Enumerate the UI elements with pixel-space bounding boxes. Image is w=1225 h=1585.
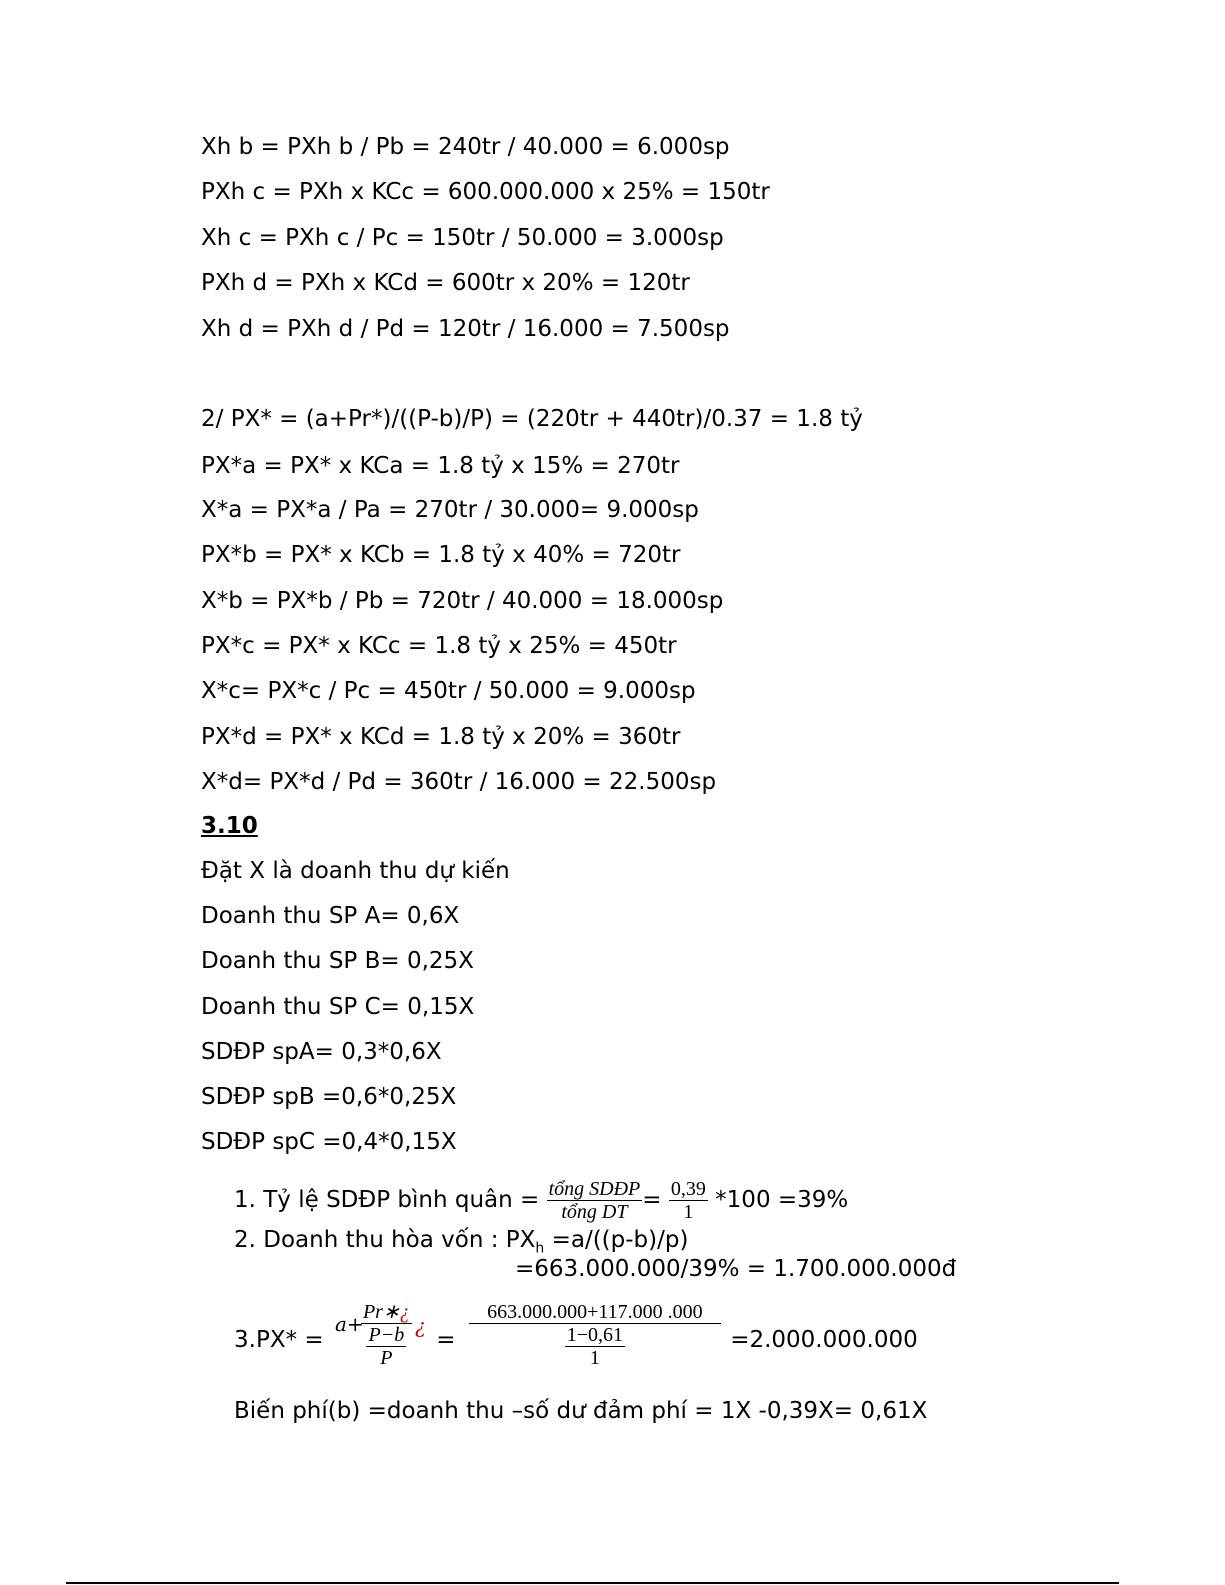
calc-line-xhc: Xh c = PXh c / Pc = 150tr / 50.000 = 3.000sp xyxy=(201,225,724,251)
formula-a-plus-pr-over-cm xyxy=(331,1299,429,1383)
fraction-denominator xyxy=(361,1324,412,1369)
fraction-pr-over-cm-ratio xyxy=(361,1301,412,1369)
calc-line-pxhc: PXh c = PXh x KCc = 600.000.000 x 25% = 150tr xyxy=(201,179,770,205)
item-1-result: *100 =39% xyxy=(715,1187,849,1213)
calc-line-xb: X*b = PX*b / Pb = 720tr / 40.000 = 18.000sp xyxy=(201,588,724,614)
fraction-denominator: tổng DT xyxy=(561,1201,628,1223)
text-line-revenue-c: Doanh thu SP C= 0,15X xyxy=(201,994,475,1020)
item-2-result: =663.000.000/39% = 1.700.000.000đ xyxy=(515,1256,957,1282)
fraction-ratio-value xyxy=(669,1178,708,1223)
text-line-define-x: Đặt X là doanh thu dự kiến xyxy=(201,858,510,884)
text-line-sddp-b: SDĐP spB =0,6*0,25X xyxy=(201,1084,457,1110)
variable-cost-line: Biến phí(b) =doanh thu –số dư đảm phí = 1X -0,39X= 0,61X xyxy=(234,1398,928,1424)
item-1-prefix: 1. Tỷ lệ SDĐP bình quân = xyxy=(234,1187,540,1213)
calc-line-xd: X*d= PX*d / Pd = 360tr / 16.000 = 22.500sp xyxy=(201,769,717,795)
calc-line-pxd: PX*d = PX* x KCd = 1.8 tỷ x 20% = 360tr xyxy=(201,724,681,750)
fraction-denominator: 1 xyxy=(683,1201,694,1223)
item-3-result: =2.000.000.000 xyxy=(730,1327,918,1353)
mark-symbol: ¿ xyxy=(399,1300,410,1323)
calc-line-xa: X*a = PX*a / Pa = 270tr / 30.000= 9.000sp xyxy=(201,497,699,523)
text-line-sddp-a: SDĐP spA= 0,3*0,6X xyxy=(201,1039,442,1065)
fraction-p-minus-b-over-p xyxy=(366,1324,406,1369)
numerator-pr-star: Pr∗ xyxy=(362,1300,400,1323)
calc-line-pxa: PX*a = PX* x KCa = 1.8 tỷ x 15% = 270tr xyxy=(201,453,680,479)
text-line-revenue-a: Doanh thu SP A= 0,6X xyxy=(201,903,460,929)
fraction-total-sddp-over-total-dt xyxy=(547,1178,643,1223)
fraction-denominator xyxy=(469,1324,721,1369)
fraction-numerator: tổng SDĐP xyxy=(548,1178,641,1200)
page-bottom-rule xyxy=(66,1582,1119,1584)
fraction-numerator: 1−0,61 xyxy=(566,1323,624,1346)
item-2-formula: =a/((p-b)/p) xyxy=(551,1227,689,1253)
fraction-numeric xyxy=(469,1301,721,1369)
fraction-numerator xyxy=(361,1301,412,1324)
subscript-h: h xyxy=(535,1240,545,1257)
calc-line-pxb: PX*b = PX* x KCb = 1.8 tỷ x 40% = 720tr xyxy=(201,542,681,568)
fraction-denominator: 1 xyxy=(589,1346,600,1369)
item-2-prefix: 2. Doanh thu hòa vốn : PX xyxy=(234,1227,536,1253)
formula-numeric-substitution xyxy=(469,1299,721,1383)
item-1-average-ratio xyxy=(234,1176,848,1224)
fraction-numerator: 0,39 xyxy=(670,1178,706,1200)
equals-sign: = xyxy=(642,1187,662,1213)
calc-line-xc: X*c= PX*c / Pc = 450tr / 50.000 = 9.000sp xyxy=(201,678,696,704)
fraction-one-minus-ratio xyxy=(565,1324,625,1369)
fraction-numerator: P−b xyxy=(368,1323,405,1346)
calc-line-pxc: PX*c = PX* x KCc = 1.8 tỷ x 25% = 450tr xyxy=(201,633,677,659)
fraction-numerator: 663.000.000+117.000 .000 xyxy=(469,1301,721,1324)
text-line-revenue-b: Doanh thu SP B= 0,25X xyxy=(201,948,474,974)
equals-sign: = xyxy=(436,1327,456,1353)
calc-line-pxhd: PXh d = PXh x KCd = 600tr x 20% = 120tr xyxy=(201,270,690,296)
calc-line-xhd: Xh d = PXh d / Pd = 120tr / 16.000 = 7.500sp xyxy=(201,316,730,342)
section-heading: 3.10 xyxy=(201,813,258,839)
item-3-target-revenue xyxy=(234,1298,918,1382)
formula-a-plus: a+ xyxy=(334,1311,364,1336)
calc-line-xhb: Xh b = PXh b / Pb = 240tr / 40.000 = 6.000sp xyxy=(201,134,730,160)
item-3-prefix: 3.PX* = xyxy=(234,1327,324,1353)
calc-line-px-star: 2/ PX* = (a+Pr*)/((P-b)/P) = (220tr + 440tr)/0.37 = 1.8 tỷ xyxy=(201,406,863,432)
fraction-denominator: P xyxy=(380,1346,393,1369)
mark-symbol: ¿ xyxy=(414,1313,426,1338)
text-line-sddp-c: SDĐP spC =0,4*0,15X xyxy=(201,1129,457,1155)
